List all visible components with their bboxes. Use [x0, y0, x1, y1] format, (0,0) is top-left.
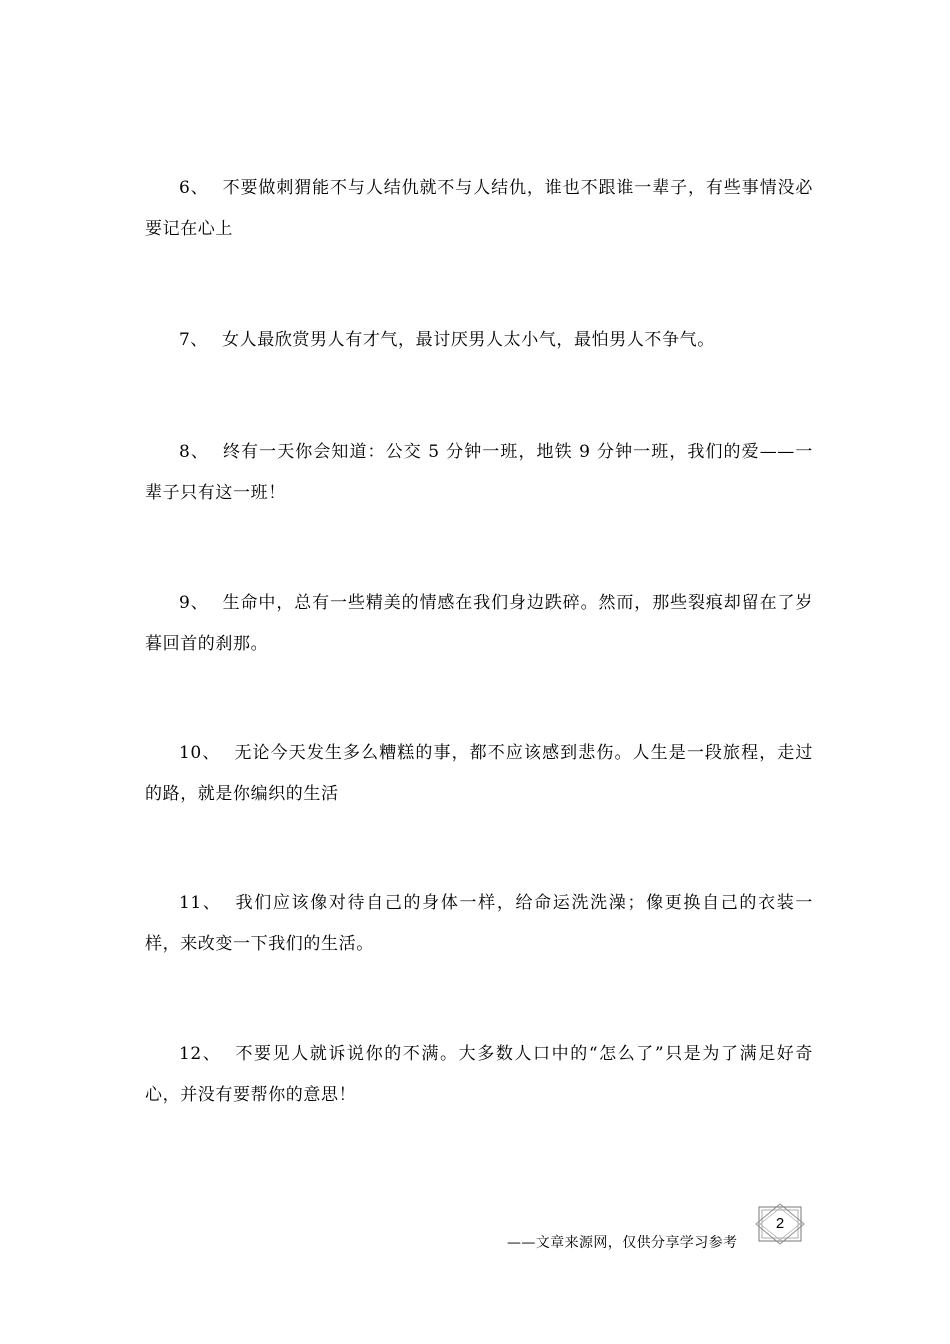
item-number: 7、: [179, 330, 209, 350]
item-text: 生命中，总有一些精美的情感在我们身边跌碎。然而，那些裂痕却留在了岁暮回首的刹那。: [145, 593, 813, 654]
list-item: [145, 733, 813, 815]
item-number: 6、: [179, 178, 209, 198]
list-item: [145, 883, 813, 965]
list-item: [145, 168, 813, 250]
page-number: 2: [775, 1215, 785, 1232]
item-text: 女人最欣赏男人有才气，最讨厌男人太小气，最怕男人不争气。: [222, 330, 715, 350]
item-number: 12、: [179, 1044, 222, 1064]
item-text: 不要做刺猬能不与人结仇就不与人结仇，谁也不跟谁一辈子，有些事情没必要记在心上: [145, 178, 813, 239]
item-number: 9、: [179, 593, 209, 613]
item-text: 我们应该像对待自己的身体一样，给命运洗洗澡；像更换自己的衣装一样，来改变一下我们的生活。: [145, 893, 813, 954]
list-item: [145, 1034, 813, 1116]
page-number-badge: [753, 1203, 807, 1245]
item-text: 不要见人就诉说你的不满。大多数人口中的“怎么了”只是为了满足好奇心，并没有要帮你的意思！: [145, 1044, 813, 1105]
list-item: [145, 432, 813, 514]
list-item: [145, 583, 813, 665]
item-text: 无论今天发生多么糟糕的事，都不应该感到悲伤。人生是一段旅程，走过的路，就是你编织的生活: [145, 743, 814, 804]
item-number: 11、: [179, 893, 222, 913]
list-item: [145, 320, 813, 361]
footer-source-note: ——文章来源网，仅供分享学习参考: [507, 1235, 738, 1251]
item-number: 8、: [179, 442, 209, 462]
item-number: 10、: [179, 743, 221, 763]
item-text: 终有一天你会知道：公交 5 分钟一班，地铁 9 分钟一班，我们的爱——一辈子只有这一班！: [145, 442, 813, 503]
